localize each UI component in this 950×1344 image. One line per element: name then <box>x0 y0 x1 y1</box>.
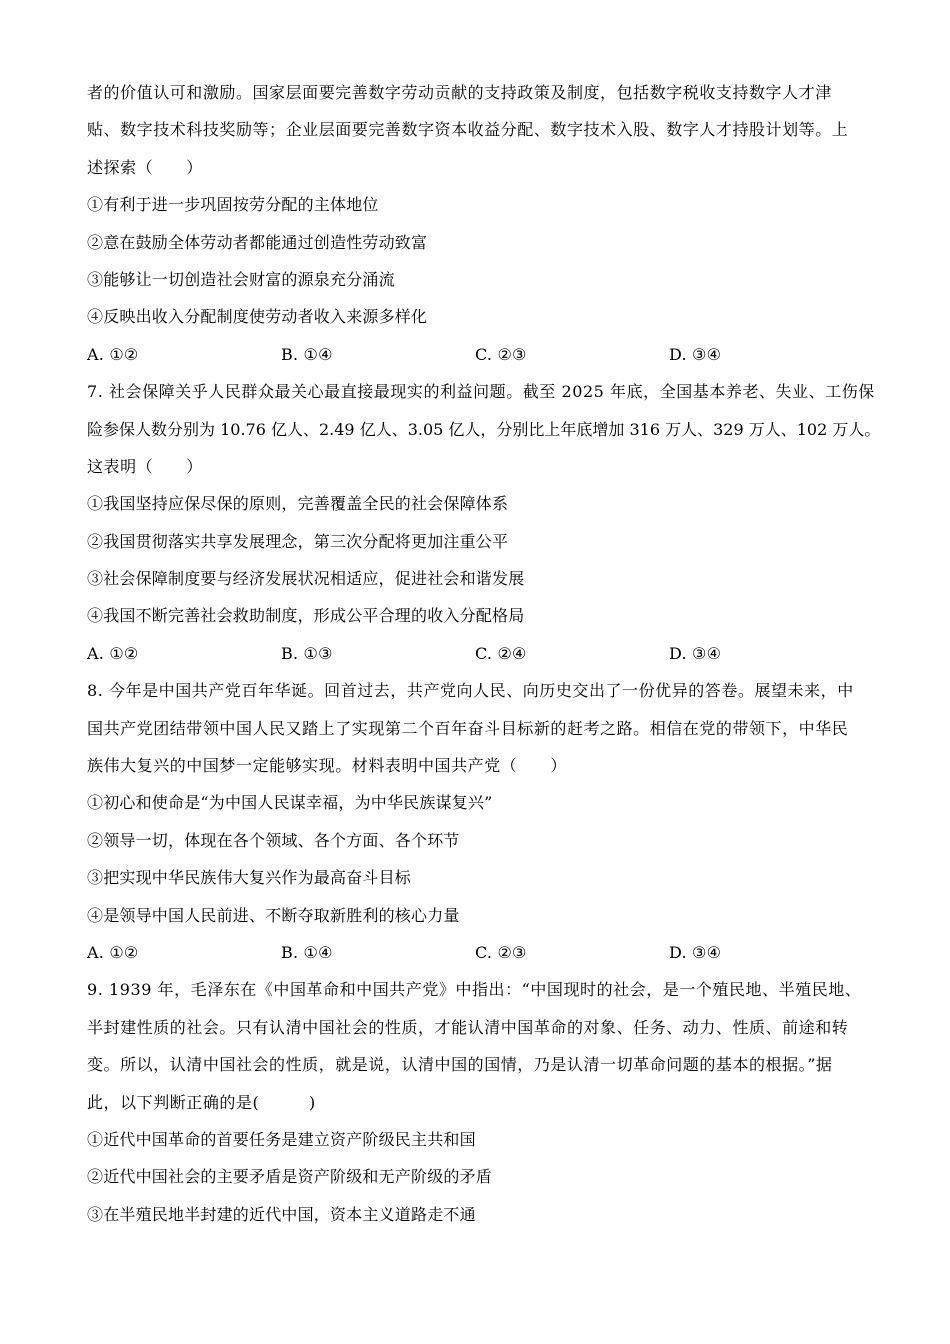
question-8 <box>87 672 877 971</box>
option-d: D. ③④ <box>669 344 722 364</box>
statement-item: ①有利于进一步巩固按劳分配的主体地位 <box>87 195 379 215</box>
option-c: C. ②④ <box>475 643 527 663</box>
option-b: B. ①④ <box>281 942 333 962</box>
statement-item: ③把实现中华民族伟大复兴作为最高奋斗目标 <box>87 868 412 888</box>
question-stem-line: 7. 社会保障关乎人民群众最关心最直接最现实的利益问题。截至 2025 年底，全国基本养老、失业、工伤保 <box>87 382 875 402</box>
answer-options <box>87 336 877 373</box>
statement-item: ④反映出收入分配制度使劳动者收入来源多样化 <box>87 307 428 327</box>
option-a: A. ①② <box>87 344 139 364</box>
statement-item: ①我国坚持应保尽保的原则，完善覆盖全民的社会保障体系 <box>87 494 509 514</box>
statement-item: ④我国不断完善社会救助制度，形成公平合理的收入分配格局 <box>87 606 525 626</box>
exam-page <box>87 74 881 1233</box>
question-stem-line: 变。所以，认清中国社会的性质，就是说，认清中国的国情，乃是认清一切革命问题的基本的根据。”据 <box>87 1055 833 1075</box>
question-6 <box>87 74 877 373</box>
answer-options <box>87 635 877 672</box>
option-c: C. ②③ <box>475 344 527 364</box>
option-d: D. ③④ <box>669 942 722 962</box>
statement-item: ③能够让一切创造社会财富的源泉充分涌流 <box>87 269 395 289</box>
statement-item: ②领导一切，体现在各个领域、各个方面、各个环节 <box>87 830 460 850</box>
statement-item: ④是领导中国人民前进、不断夺取新胜利的核心力量 <box>87 905 460 925</box>
statement-item: ②我国贯彻落实共享发展理念，第三次分配将更加注重公平 <box>87 531 509 551</box>
statement-item: ①近代中国革命的首要任务是建立资产阶级民主共和国 <box>87 1129 476 1149</box>
statement-item: ③在半殖民地半封建的近代中国，资本主义道路走不通 <box>87 1204 476 1224</box>
option-b: B. ①③ <box>281 643 333 663</box>
answer-options <box>87 934 877 971</box>
statement-item: ①初心和使命是“为中国人民谋幸福，为中华民族谋复兴” <box>87 793 493 813</box>
statement-item: ②近代中国社会的主要矛盾是资产阶级和无产阶级的矛盾 <box>87 1167 493 1187</box>
option-c: C. ②③ <box>475 942 527 962</box>
option-a: A. ①② <box>87 643 139 663</box>
option-a: A. ①② <box>87 942 139 962</box>
statement-item: ③社会保障制度要与经济发展状况相适应，促进社会和谐发展 <box>87 569 525 589</box>
question-stem-line: 险参保人数分别为 10.76 亿人、2.49 亿人、3.05 亿人，分别比上年底增加 316 万人、329 万人、102 万人。 <box>87 419 881 439</box>
question-stem-line: 9. 1939 年，毛泽东在《中国革命和中国共产党》中指出：“中国现时的社会，是一个殖民地、半殖民地、 <box>87 980 862 1000</box>
option-b: B. ①④ <box>281 344 333 364</box>
question-stem-line: 这表明（ ） <box>87 456 203 476</box>
question-stem-line: 国共产党团结带领中国人民又踏上了实现第二个百年奋斗目标新的赶考之路。相信在党的带领下，中华民 <box>87 718 849 738</box>
question-7 <box>87 373 881 672</box>
question-stem-line: 者的价值认可和激励。国家层面要完善数字劳动贡献的支持政策及制度，包括数字税收支持数字人才津 <box>87 83 832 102</box>
question-9 <box>87 971 877 1233</box>
question-stem-line: 此，以下判断正确的是( ) <box>87 1092 316 1112</box>
question-stem-line: 半封建性质的社会。只有认清中国社会的性质，才能认清中国革命的对象、任务、动力、性质、前途和转 <box>87 1017 849 1037</box>
question-stem-line: 族伟大复兴的中国梦一定能够实现。材料表明中国共产党（ ） <box>87 756 567 776</box>
option-d: D. ③④ <box>669 643 722 663</box>
question-stem-line: 述探索（ ） <box>87 157 203 177</box>
statement-item: ②意在鼓励全体劳动者都能通过创造性劳动致富 <box>87 232 428 252</box>
question-stem-line: 8. 今年是中国共产党百年华诞。回首过去，共产党向人民、向历史交出了一份优异的答卷。展望未来，中 <box>87 681 854 701</box>
question-stem-line: 贴、数字技术科技奖励等；企业层面要完善数字资本收益分配、数字技术入股、数字人才持股计划等。上 <box>87 120 849 140</box>
